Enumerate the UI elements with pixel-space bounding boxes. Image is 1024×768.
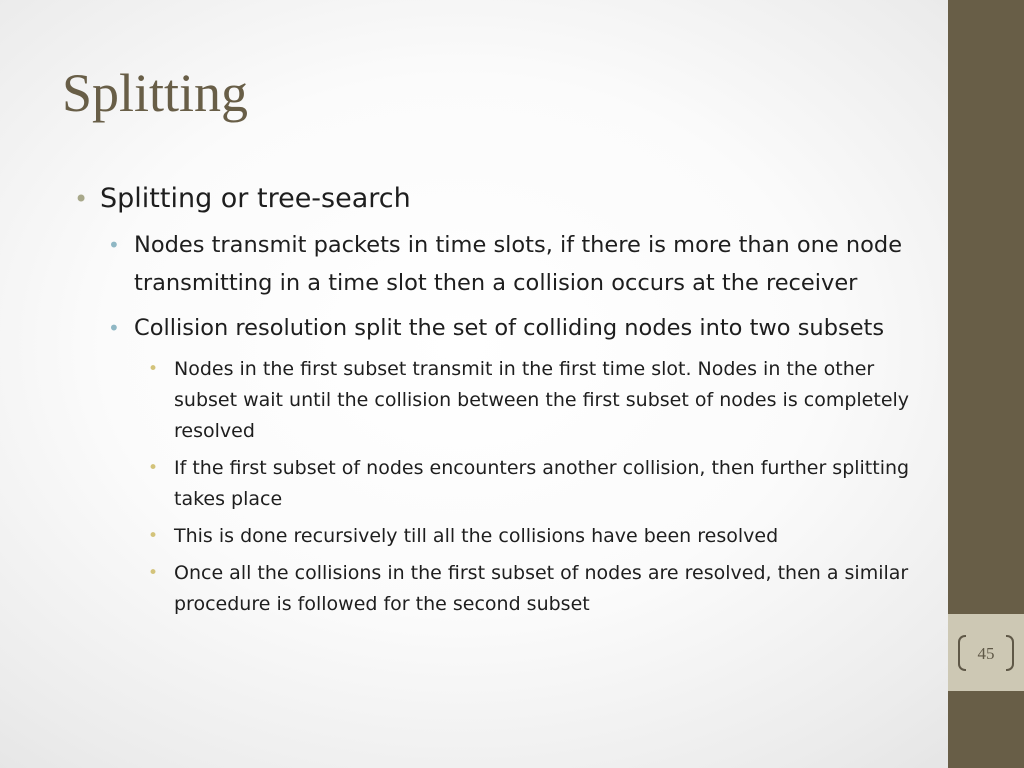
bullet-text: This is done recursively till all the collisions have been resolved [174, 525, 779, 547]
bullet-dot-icon: • [148, 563, 159, 583]
slide-content [74, 180, 934, 626]
bullet-dot-icon: • [108, 233, 120, 257]
bullet-dot-icon: • [148, 458, 159, 478]
bullet-text: If the first subset of nodes encounters another collision, then further splitting takes place [174, 457, 910, 510]
bullet-level-3 [148, 521, 934, 552]
bullet-level-3 [148, 453, 934, 515]
bullet-level-1 [74, 180, 934, 218]
slide-title: Splitting [62, 63, 249, 123]
bullet-text: Collision resolution split the set of colliding nodes into two subsets [134, 315, 885, 341]
bullet-dot-icon: • [108, 316, 120, 340]
bullet-text: Splitting or tree-search [100, 183, 411, 214]
bullet-text: Nodes transmit packets in time slots, if there is more than one node transmitting in a time slot then a collision occurs at the receiver [134, 232, 903, 296]
bullet-level-3 [148, 354, 934, 447]
page-number-box [948, 614, 1024, 691]
bullet-level-2 [108, 309, 934, 347]
bullet-dot-icon: • [74, 185, 89, 213]
page-number: 45 [977, 644, 995, 663]
bullet-text: Once all the collisions in the first subset of nodes are resolved, then a similar procedure is followed for the second subset [174, 562, 909, 615]
bullet-text: Nodes in the first subset transmit in the first time slot. Nodes in the other subset wait until the collision between the first subset of nodes is completely resolved [174, 358, 910, 442]
right-bracket-icon [1006, 635, 1014, 671]
bullet-dot-icon: • [148, 526, 159, 546]
bullet-dot-icon: • [148, 359, 159, 379]
bullet-level-2 [108, 226, 934, 302]
bullet-level-3 [148, 558, 934, 620]
